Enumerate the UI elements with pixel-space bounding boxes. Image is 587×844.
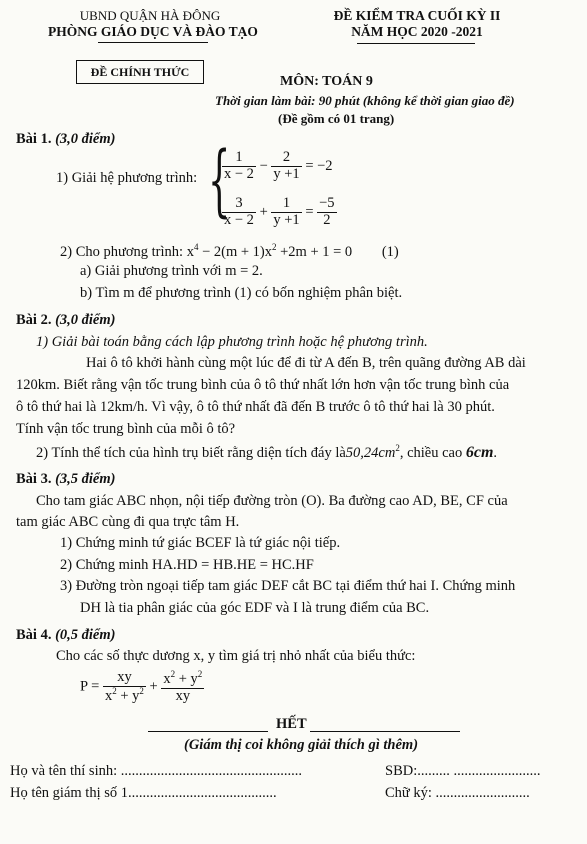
candidate-name-field: Họ và tên thí sinh: .................................................. bbox=[10, 763, 303, 779]
header-underline-right bbox=[357, 43, 475, 44]
q2-part1-line4: Tính vận tốc trung bình của mỗi ô tô? bbox=[16, 421, 236, 437]
q3-heading bbox=[16, 471, 115, 488]
end-marker: HẾT bbox=[276, 716, 307, 732]
eq1-frac1: $\frac{1}{x - 2}$ bbox=[224, 149, 254, 182]
q2-part1-line1: Hai ô tô khởi hành cùng một lúc để đi từ A đến B, trên quãng đường AB dài bbox=[86, 355, 526, 371]
signature-field: Chữ ký: .......................... bbox=[385, 785, 530, 801]
equation-tag: (1) bbox=[381, 243, 399, 260]
q3-part3-line2: DH là tia phân giác của góc EDF và I là trung điểm của BC. bbox=[80, 600, 430, 616]
q1-points: (3,0 điểm) bbox=[55, 131, 116, 147]
eq1-frac2: $\frac{2}{y +1}$ bbox=[273, 149, 300, 182]
time-limit: Thời gian làm bài: 90 phút (không kể thời gian giao đề) bbox=[215, 93, 515, 108]
eq2-op: + bbox=[259, 203, 268, 220]
q2-part1-line2: 120km. Biết rằng vận tốc trung bình của ô tô thứ nhất lớn hơn vận tốc trung bình của bbox=[16, 377, 510, 393]
eq1-rhs: = −2 bbox=[305, 157, 333, 174]
q1-part2: 2) Cho phương trình: $x^4 - 2(m + 1)x^2 +2m + 1 = 0$ (1) bbox=[60, 242, 399, 260]
system-eq2 bbox=[222, 196, 337, 229]
q1-heading bbox=[16, 131, 115, 148]
q3-part2: 2) Chứng minh HA.HD = HB.HE = HC.HF bbox=[60, 557, 314, 573]
q3-part3-line1: 3) Đường tròn ngoại tiếp tam giác DEF cắt BC tại điểm thứ hai I. Chứng minh bbox=[60, 578, 516, 594]
page-count: (Đề gồm có 01 trang) bbox=[278, 111, 395, 126]
q1-part2b: b) Tìm m để phương trình (1) có bốn nghiệm phân biệt. bbox=[80, 285, 403, 301]
q4-heading bbox=[16, 627, 115, 644]
q3-intro-line2: tam giác ABC cùng đi qua trực tâm H. bbox=[16, 514, 240, 530]
q2-part2: 2) Tính thể tích của hình trụ biết rằng diện tích đáy $là50,24cm^2$, chiều cao 6cm. bbox=[36, 443, 498, 461]
q2-title: Bài 2. bbox=[16, 312, 52, 328]
end-rule-right bbox=[310, 731, 460, 732]
q1-part1-label: 1) Giải hệ phương trình: bbox=[56, 170, 198, 186]
district-name: UBND QUẬN HÀ ĐÔNG bbox=[79, 8, 221, 23]
expr-frac2: $\frac{x^2 + y^2}{xy}$ bbox=[163, 669, 203, 704]
school-year: NĂM HỌC 2020 -2021 bbox=[351, 24, 483, 39]
q3-title: Bài 3. bbox=[16, 471, 52, 487]
subject: MÔN: TOÁN 9 bbox=[280, 74, 373, 89]
eq2-frac2: $\frac{1}{y +1}$ bbox=[273, 195, 300, 228]
q2-heading bbox=[16, 312, 115, 329]
q2-points: (3,0 điểm) bbox=[55, 312, 116, 328]
system-brace: { bbox=[208, 136, 231, 226]
official-box-label: ĐỀ CHÍNH THỨC bbox=[90, 65, 190, 79]
eq2-equals: = bbox=[305, 203, 314, 220]
q2-part1-intro: 1) Giải bài toán bằng cách lập phương trình hoặc hệ phương trình. bbox=[36, 334, 428, 350]
sbd-field: SBD:......... ........................ bbox=[385, 763, 541, 779]
q4-expression: P = $\frac{xy}{x^2 + y^2}$ + $\frac{x^2 + y^2}{xy}$ bbox=[80, 669, 203, 704]
footer-note: (Giám thị coi không giải thích gì thêm) bbox=[184, 737, 419, 753]
supervisor-field: Họ tên giám thị số 1......................................... bbox=[10, 785, 277, 801]
end-rule-left bbox=[148, 731, 268, 732]
q4-intro: Cho các số thực dương x, y tìm giá trị nhỏ nhất của biểu thức: bbox=[56, 648, 416, 664]
official-box bbox=[76, 60, 204, 84]
q4-points: (0,5 điểm) bbox=[55, 627, 116, 643]
expr-frac1: $\frac{xy}{x^2 + y^2}$ bbox=[104, 669, 144, 704]
q2-part1-line3: ô tô thứ hai là 12km/h. Vì vậy, ô tô thứ nhất đã đến B trước ô tô thứ hai là 30 phút. bbox=[16, 399, 495, 415]
system-eq1 bbox=[222, 150, 333, 183]
header-underline-left bbox=[98, 42, 208, 43]
q3-points: (3,5 điểm) bbox=[55, 471, 116, 487]
eq2-rhs-frac: $\frac{-5}{2}$ bbox=[319, 195, 335, 228]
department-name: PHÒNG GIÁO DỤC VÀ ĐÀO TẠO bbox=[48, 24, 258, 39]
q3-part1: 1) Chứng minh tứ giác BCEF là tứ giác nội tiếp. bbox=[60, 535, 341, 551]
q1-title: Bài 1. bbox=[16, 131, 52, 147]
eq1-op: − bbox=[259, 157, 268, 174]
q3-intro-line1: Cho tam giác ABC nhọn, nội tiếp đường tròn (O). Ba đường cao AD, BE, CF của bbox=[36, 493, 508, 509]
q1-part2a: a) Giải phương trình với m = 2. bbox=[80, 263, 263, 279]
exam-title: ĐỀ KIỂM TRA CUỐI KỲ II bbox=[333, 8, 501, 23]
eq2-frac1: $\frac{3}{x - 2}$ bbox=[224, 195, 254, 228]
q4-title: Bài 4. bbox=[16, 627, 52, 643]
